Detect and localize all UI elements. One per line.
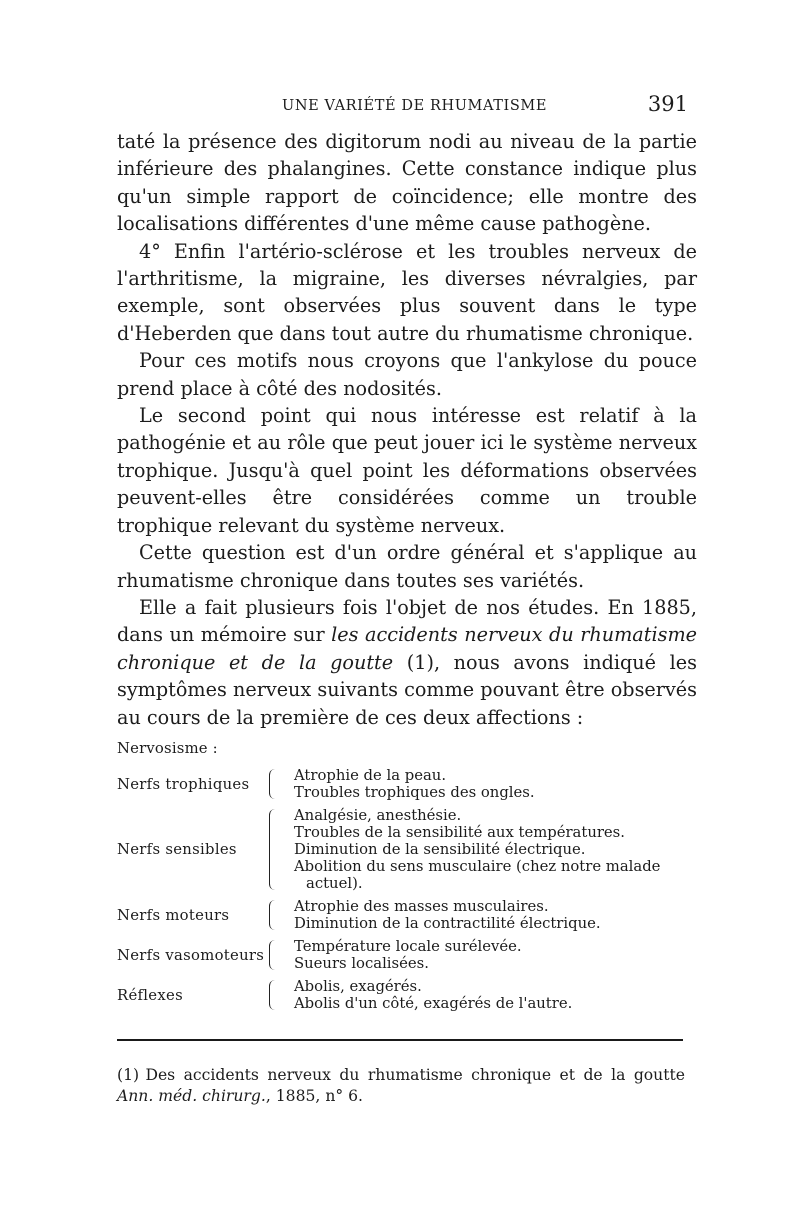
group-items xyxy=(294,978,697,1012)
paragraph-1: taté la présence des digitorum nodi au niveau de la partie inférieure des phalangines. Cette constance indique plus qu'un simple rapport de coïncidence; elle montre des localisations différentes d'une même cause pathogène. xyxy=(117,130,697,236)
paragraph-6-after: (1), nous avons indiqué les symptômes nerveux suivants comme pouvant être observés au cours de la première de ces deux affections : xyxy=(117,650,697,729)
list-item: Troubles trophiques des ongles. xyxy=(294,784,535,801)
group-label: Nerfs trophiques xyxy=(117,775,250,793)
list-item: Troubles de la sensibilité aux températures. xyxy=(294,824,625,841)
paragraph-6-italic-title: les accidents nerveux du rhumatisme chronique et de la goutte xyxy=(117,623,697,674)
list-item: Sueurs localisées. xyxy=(294,955,429,972)
brace-icon xyxy=(269,980,280,1010)
group-nerfs-sensibles xyxy=(117,807,697,892)
list-item: Diminution de la sensibilité électrique. xyxy=(294,841,586,858)
list-item: Abolis, exagérés. xyxy=(294,978,422,995)
group-label: Nerfs moteurs xyxy=(117,906,230,924)
paragraph-4: Le second point qui nous intéresse est relatif à la pathogénie et au rôle que peut jouer ici le système nerveux trophique. Jusqu'à quel point les déformations observées peuvent-elles être considérées comme un trouble trophique relevant du système nerveux. xyxy=(117,404,697,537)
footnote xyxy=(117,1065,685,1107)
footnote-title: Des accidents nerveux du rhumatisme chronique et de la goutte xyxy=(145,1066,685,1084)
group-nerfs-vasomoteurs xyxy=(117,938,697,972)
paragraph-6-before: Elle a fait plusieurs fois l'objet de nos études. En 1885, dans un mémoire sur xyxy=(117,595,697,647)
brace-icon xyxy=(269,900,280,930)
footnote-text xyxy=(117,1065,685,1107)
list-item: Abolis d'un côté, exagérés de l'autre. xyxy=(294,995,573,1012)
group-items xyxy=(294,938,697,972)
group-nerfs-moteurs xyxy=(117,898,697,932)
group-items xyxy=(294,807,697,892)
paragraph-3: Pour ces motifs nous croyons que l'ankylose du pouce prend place à côté des nodosités. xyxy=(117,349,697,400)
list-item: Atrophie des masses musculaires. xyxy=(294,898,549,915)
list-item: Analgésie, anesthésie. xyxy=(294,807,462,824)
list-item: Abolition du sens musculaire (chez notre malade xyxy=(294,858,661,875)
paragraph-2: 4° Enfin l'artério-sclérose et les troubles nerveux de l'arthritisme, la migraine, les diverses névralgies, par exemple, sont observées plus souvent dans le type d'Heberden que dans tout autre du rhumatisme chronique. xyxy=(117,239,697,345)
footnote-rule xyxy=(117,1039,683,1041)
footnote-journal: Ann. méd. chirurg. xyxy=(117,1087,266,1105)
group-label: Nerfs sensibles xyxy=(117,841,237,858)
footnote-rest: , 1885, n° 6. xyxy=(265,1087,364,1105)
list-item: actuel). xyxy=(306,875,363,892)
paragraph-6 xyxy=(117,594,697,731)
brace-icon xyxy=(269,940,280,970)
list-item: Atrophie de la peau. xyxy=(294,767,447,784)
group-items xyxy=(294,898,697,932)
paragraph-5: Cette question est d'un ordre général et s'applique au rhumatisme chronique dans toutes ses variétés. xyxy=(117,541,697,592)
table-title: Nervosisme : xyxy=(117,740,218,757)
list-item: Diminution de la contractilité électrique. xyxy=(294,915,601,932)
running-title: UNE VARIÉTÉ DE RHUMATISME xyxy=(282,98,548,114)
running-head xyxy=(118,92,688,120)
group-items xyxy=(294,767,697,801)
group-nerfs-trophiques xyxy=(117,767,697,801)
body-text xyxy=(117,128,697,731)
page-number: 391 xyxy=(647,92,688,116)
symptom-table xyxy=(117,740,697,1018)
brace-icon xyxy=(269,809,280,890)
footnote-number: (1) xyxy=(117,1066,140,1084)
brace-icon xyxy=(269,769,280,799)
list-item: Température locale surélevée. xyxy=(294,938,522,955)
group-label: Nerfs vasomoteurs xyxy=(117,946,265,964)
group-reflexes xyxy=(117,978,697,1012)
group-label: Réflexes xyxy=(117,986,183,1004)
